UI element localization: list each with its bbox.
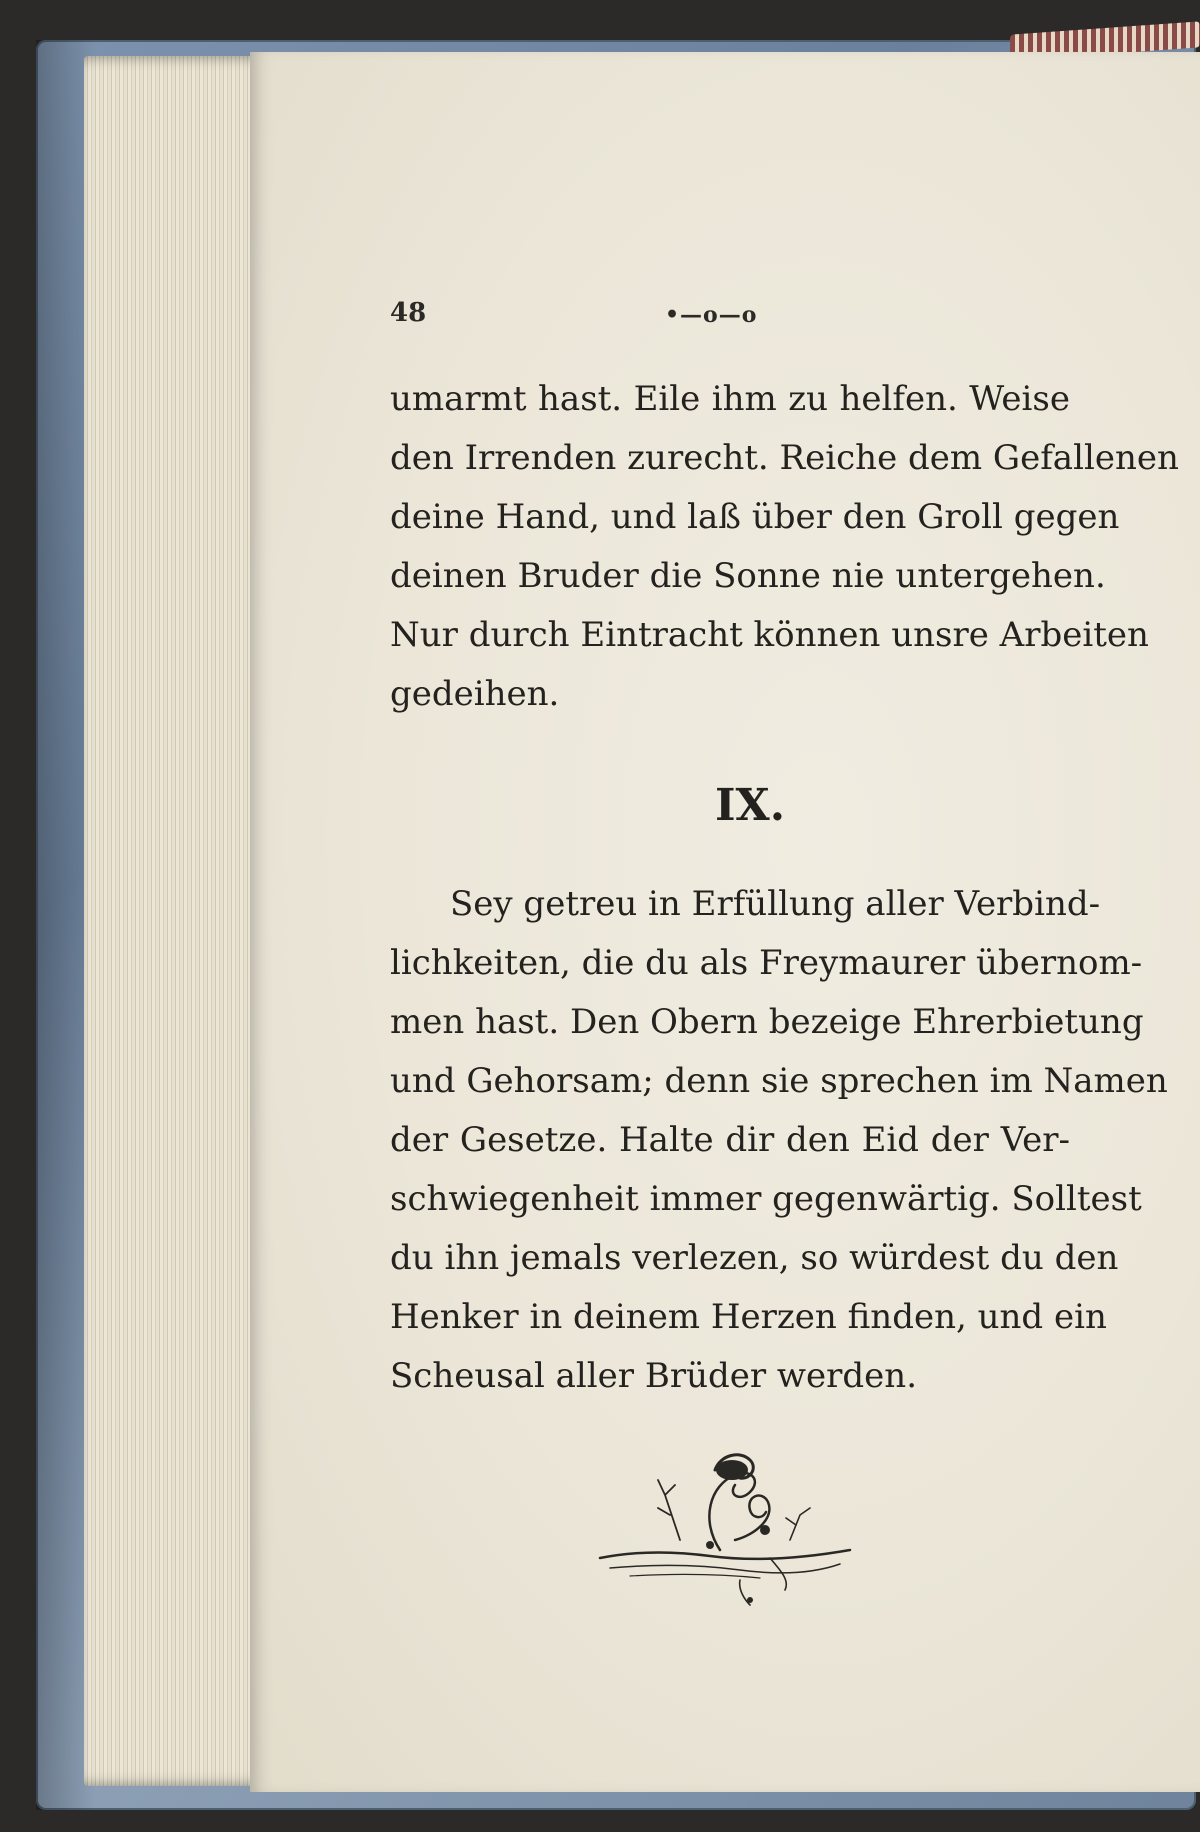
text-line: und Gehorsam; denn sie sprechen im Namen <box>390 1061 1168 1101</box>
page-edges <box>84 56 254 1786</box>
page-number: 48 <box>390 298 427 328</box>
text-line: gedeihen. <box>390 674 560 714</box>
text-line: Nur durch Eintracht können unsre Arbeiten <box>390 615 1149 655</box>
text-line: der Gesetze. Halte dir den Eid der Ver- <box>390 1120 1070 1160</box>
running-header <box>390 298 830 338</box>
text-line: lichkeiten, die du als Freymaurer übernom- <box>390 943 1143 983</box>
paragraph-1 <box>390 370 1179 724</box>
header-ornament: •—o—o <box>665 302 758 328</box>
text-line: deinen Bruder die Sonne nie untergehen. <box>390 556 1106 596</box>
text-line: Scheusal aller Brüder werden. <box>390 1356 917 1396</box>
text-line: Sey getreu in Erfüllung aller Verbind- <box>450 884 1101 924</box>
text-line: du ihn jemals verlezen, so würdest du den <box>390 1238 1119 1278</box>
text-line: umarmt hast. Eile ihm zu helfen. Weise <box>390 379 1070 419</box>
text-line: schwiegenheit immer gegenwärtig. Solltest <box>390 1179 1142 1219</box>
text-line: deine Hand, und laß über den Groll gegen <box>390 497 1120 537</box>
chapter-heading: IX. <box>714 780 786 831</box>
vignette-ornament-icon <box>590 1440 860 1615</box>
text-line: Henker in deinem Herzen finden, und ein <box>390 1297 1107 1337</box>
text-line: den Irrenden zurecht. Reiche dem Gefallenen <box>390 438 1179 478</box>
text-line: men hast. Den Obern bezeige Ehrerbietung <box>390 1002 1144 1042</box>
paragraph-2 <box>390 875 1168 1406</box>
